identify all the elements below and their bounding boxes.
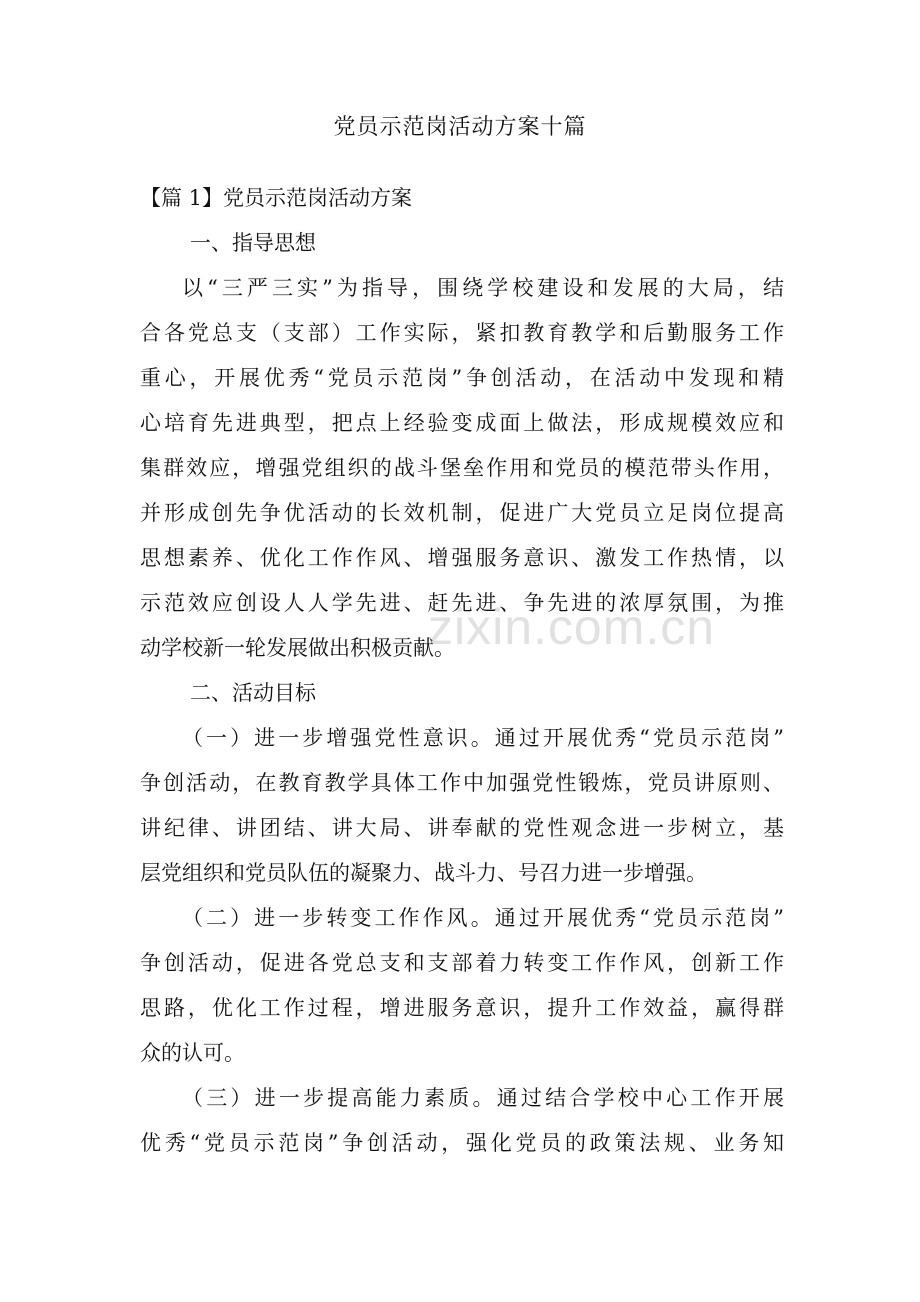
document-title: 党员示范岗活动方案十篇	[333, 115, 587, 140]
text-line: 优秀“党员示范岗”争创活动，强化党员的政策法规、业务知	[140, 1131, 784, 1155]
text-line: （二）进一步转变工作作风。通过开展优秀“党员示范岗”	[182, 906, 784, 930]
text-line: 争创活动，在教育教学具体工作中加强党性锻炼，党员讲原则、	[140, 771, 784, 795]
watermark-text: zixin.com.cn	[428, 599, 716, 655]
text-line: 思想素养、优化工作作风、增强服务意识、激发工作热情，以	[140, 546, 784, 570]
text-line: 二、活动目标	[190, 681, 316, 705]
text-line: 【篇 1】党员示范岗活动方案	[140, 186, 413, 210]
text-line: 心培育先进典型，把点上经验变成面上做法，形成规模效应和	[140, 411, 784, 435]
text-line: 集群效应，增强党组织的战斗堡垒作用和党员的模范带头作用，	[140, 456, 784, 480]
text-line: 层党组织和党员队伍的凝聚力、战斗力、号召力进一步增强。	[140, 861, 707, 885]
text-line: 众的认可。	[140, 1041, 245, 1065]
text-line: 重心，开展优秀“党员示范岗”争创活动，在活动中发现和精	[140, 366, 784, 390]
text-line: 争创活动，促进各党总支和支部着力转变工作作风，创新工作	[140, 951, 784, 975]
document-body	[140, 176, 784, 1166]
text-line: （一）进一步增强党性意识。通过开展优秀“党员示范岗”	[182, 726, 784, 750]
text-line: 以“三严三实”为指导，围绕学校建设和发展的大局，结	[182, 276, 784, 300]
text-line: 一、指导思想	[190, 231, 316, 255]
text-line: 讲纪律、讲团结、讲大局、讲奉献的党性观念进一步树立，基	[140, 816, 784, 840]
text-line: 示范效应创设人人学先进、赶先进、争先进的浓厚氛围，为推	[140, 591, 784, 615]
text-line: 合各党总支（支部）工作实际，紧扣教育教学和后勤服务工作	[140, 321, 784, 345]
text-line: （三）进一步提高能力素质。通过结合学校中心工作开展	[182, 1086, 784, 1110]
text-line: 并形成创先争优活动的长效机制，促进广大党员立足岗位提高	[140, 501, 784, 525]
text-line: 思路，优化工作过程，增进服务意识，提升工作效益，赢得群	[140, 996, 784, 1020]
text-line: 动学校新一轮发展做出积极贡献。	[140, 636, 455, 660]
